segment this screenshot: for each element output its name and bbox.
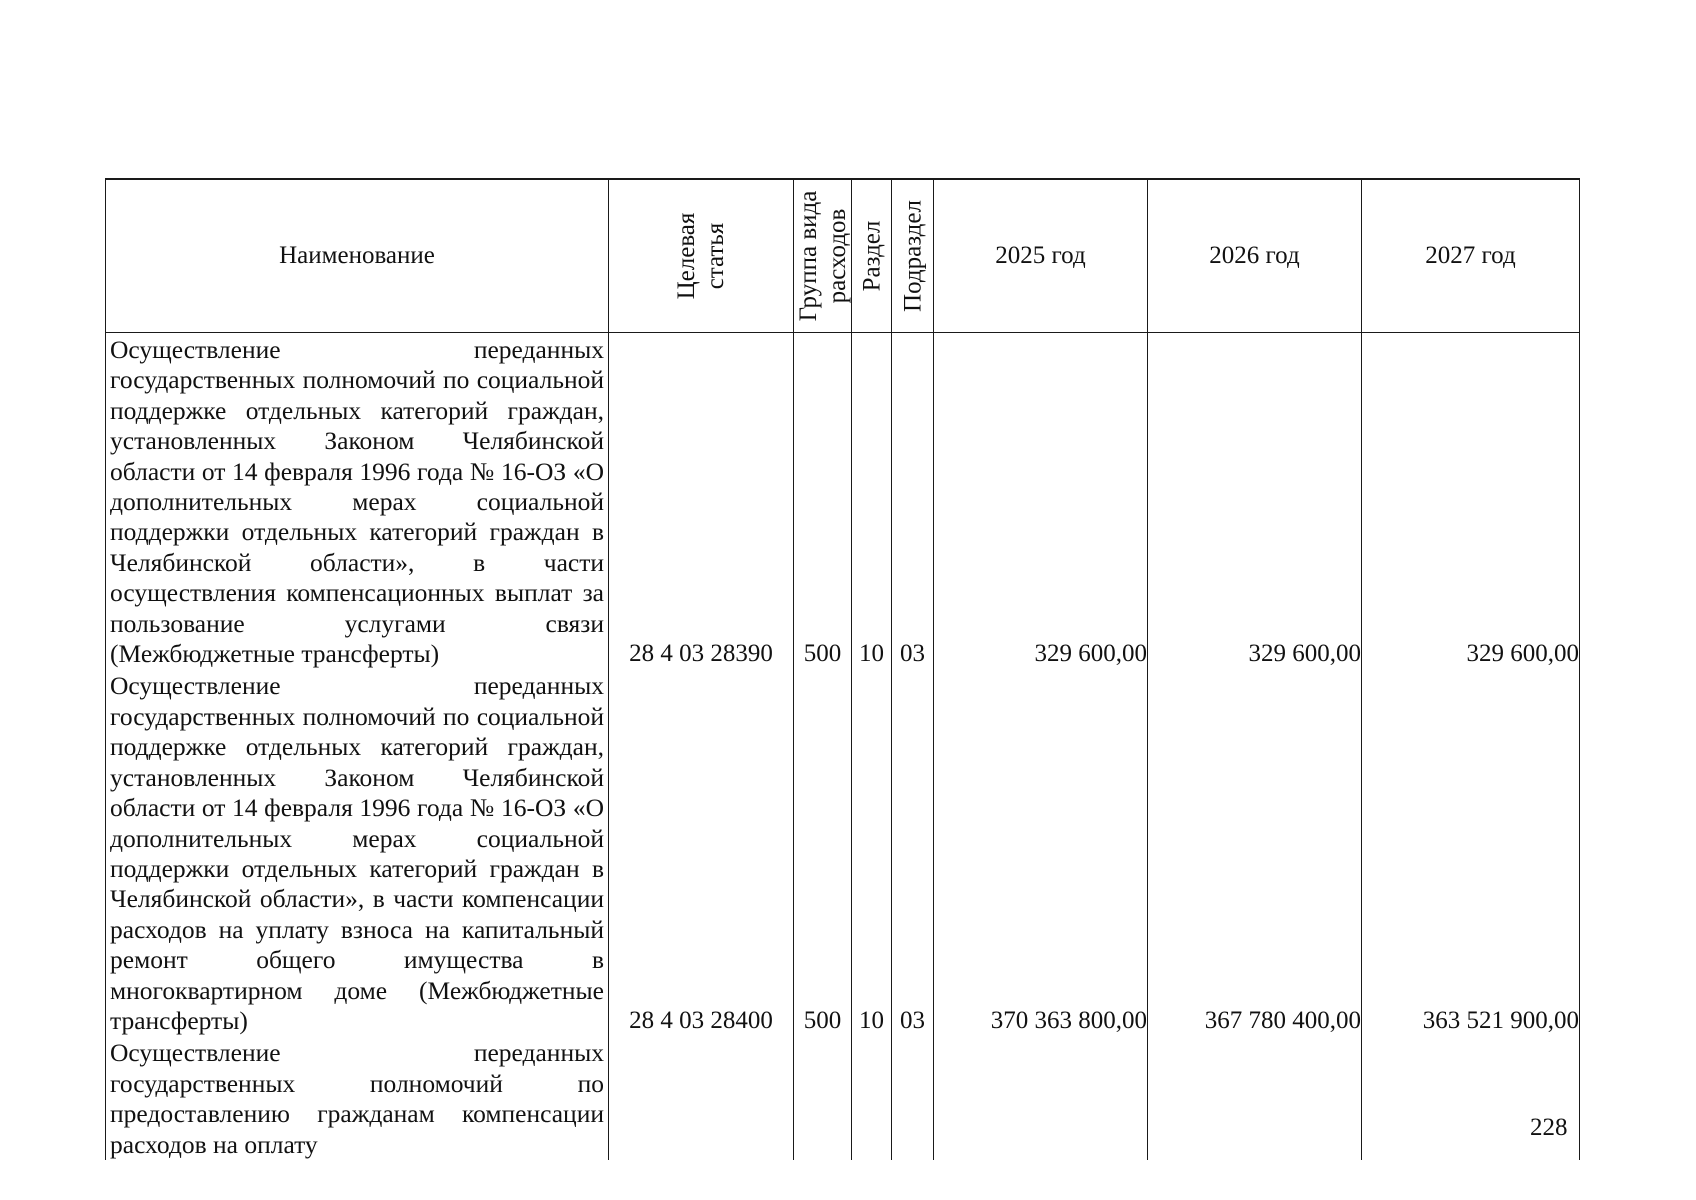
table-row <box>106 669 1580 1036</box>
header-target-article <box>609 179 794 333</box>
header-section <box>852 179 892 333</box>
row-amount-2025: 329 600,00 <box>934 333 1148 670</box>
header-section-label: Раздел <box>858 220 885 292</box>
row-target-article: 28 4 03 28400 <box>609 669 794 1036</box>
header-target-line2: статья <box>702 222 729 290</box>
header-2025: 2025 год <box>934 179 1148 333</box>
table-row <box>106 333 1580 670</box>
row-name: Осуществление переданных государственных полномочий по социальной поддержке отдельных категорий граждан, установленных Законом Челябинской области от 14 февраля 1996 года № 16-ОЗ «О дополнительных мерах социальной поддержки отдельных категорий граждан в Челябинской области», в части компенсации расходов на уплату взноса на капитальный ремонт общего имущества в многоквартирном доме (Межбюджетные трансферты) <box>106 669 609 1036</box>
row-amount-2025 <box>934 1036 1148 1160</box>
row-amount-2025: 370 363 800,00 <box>934 669 1148 1036</box>
row-expense-group <box>794 1036 852 1160</box>
row-section: 10 <box>852 669 892 1036</box>
row-amount-2026: 329 600,00 <box>1148 333 1362 670</box>
header-subsection <box>892 179 934 333</box>
header-expense-group <box>794 179 852 333</box>
header-group-line1: Группа вида <box>794 190 822 322</box>
row-amount-2027: 329 600,00 <box>1362 333 1580 670</box>
header-2026: 2026 год <box>1148 179 1362 333</box>
row-amount-2026 <box>1148 1036 1362 1160</box>
row-target-article: 28 4 03 28390 <box>609 333 794 670</box>
header-name: Наименование <box>106 179 609 333</box>
row-name: Осуществление переданных государственных полномочий по социальной поддержке отдельных категорий граждан, установленных Законом Челябинской области от 14 февраля 1996 года № 16-ОЗ «О дополнительных мерах социальной поддержки отдельных категорий граждан в Челябинской области», в части осуществления компенсационных выплат за пользование услугами связи (Межбюджетные трансферты) <box>106 333 609 670</box>
row-section: 10 <box>852 333 892 670</box>
budget-table <box>105 178 1580 1160</box>
row-section <box>852 1036 892 1160</box>
header-2027: 2027 год <box>1362 179 1580 333</box>
row-expense-group: 500 <box>794 669 852 1036</box>
row-name: Осуществление переданных государственных полномочий по предоставлению гражданам компенсации расходов на оплату <box>106 1036 609 1160</box>
row-amount-2027: 363 521 900,00 <box>1362 669 1580 1036</box>
row-subsection: 03 <box>892 333 934 670</box>
page-number: 228 <box>1530 1114 1568 1141</box>
table-header-row <box>106 179 1580 333</box>
row-subsection: 03 <box>892 669 934 1036</box>
row-subsection <box>892 1036 934 1160</box>
row-target-article <box>609 1036 794 1160</box>
header-target-line1: Целевая <box>673 212 700 300</box>
header-subsection-label: Подраздел <box>899 200 926 312</box>
table-row <box>106 1036 1580 1160</box>
row-expense-group: 500 <box>794 333 852 670</box>
row-amount-2026: 367 780 400,00 <box>1148 669 1362 1036</box>
header-group-line2: расходов <box>823 208 851 304</box>
